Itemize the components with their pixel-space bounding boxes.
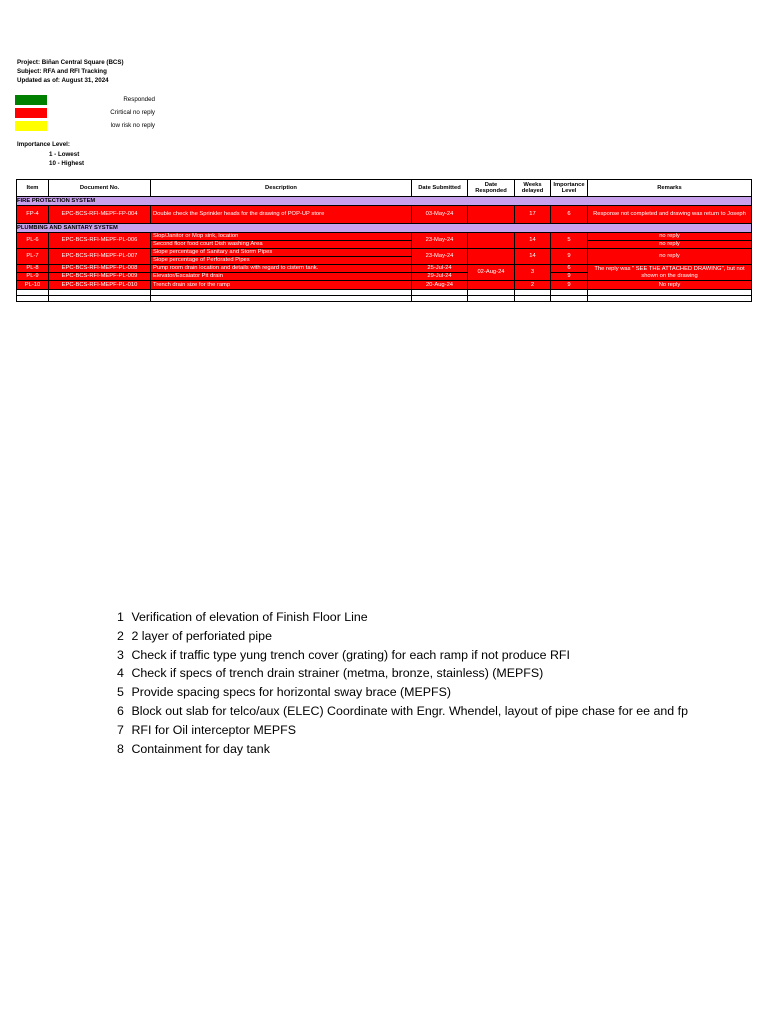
cell-doc: EPC-BCS-RFI-MEPF-PL-006: [49, 233, 151, 249]
note-number: 4: [117, 666, 124, 681]
note-number: 3: [117, 647, 124, 662]
empty-cell: [151, 296, 412, 302]
col-date-responded: Date Responded: [468, 180, 515, 197]
cell-weeks: 3: [515, 265, 551, 281]
notes-list: [117, 608, 688, 758]
legend-responded: [15, 94, 155, 107]
note-number: 5: [117, 685, 124, 700]
importance-highest: 10 - Highest: [49, 160, 85, 167]
list-item: [117, 627, 688, 646]
note-text: RFI for Oil interceptor MEPFS: [131, 722, 297, 737]
status-legend: [15, 94, 155, 133]
section-label: PLUMBING AND SANITARY SYSTEM: [17, 224, 752, 233]
legend-swatch-yellow: [15, 121, 47, 131]
cell-responded: [468, 233, 515, 249]
cell-weeks: 14: [515, 233, 551, 249]
section-row-plumbing: [17, 224, 752, 233]
table-row: [17, 281, 752, 290]
cell-doc: EPC-BCS-RFI-MEPF-PL-007: [49, 249, 151, 265]
cell-importance: 9: [551, 273, 588, 281]
cell-remarks: no reply: [588, 233, 752, 241]
cell-item: PL-8: [17, 265, 49, 273]
note-text: Check if specs of trench drain strainer (metma, bronze, stainless) (MEPFS): [131, 666, 544, 681]
legend-swatch-red: [15, 108, 47, 118]
cell-responded: [468, 281, 515, 290]
cell-doc: EPC-BCS-RFI-MEPF-PL-008: [49, 265, 151, 273]
list-item: [117, 683, 688, 702]
col-remarks: Remarks: [588, 180, 752, 197]
col-weeks-delayed: Weeks delayed: [515, 180, 551, 197]
importance-lowest: 1 - Lowest: [49, 150, 80, 158]
cell-remarks: no reply: [588, 249, 752, 265]
importance-title: Importance Level:: [17, 141, 70, 148]
importance-key: [17, 140, 84, 169]
cell-weeks: 14: [515, 249, 551, 265]
cell-item: PL-6: [17, 233, 49, 249]
section-row-fire: [17, 197, 752, 206]
note-text: Check if traffic type yung trench cover (grating) for each ramp if not produce RFI: [131, 647, 570, 662]
empty-cell: [588, 296, 752, 302]
table-row: [17, 233, 752, 241]
col-document-no: Document No.: [49, 180, 151, 197]
cell-desc: Trench drain size for the ramp: [151, 281, 412, 290]
cell-submitted: 23-May-24: [412, 249, 468, 265]
list-item: [117, 646, 688, 665]
table-row: [17, 249, 752, 257]
cell-desc: Slope percentage of Perforated Pipes: [151, 257, 412, 265]
note-text: Block out slab for telco/aux (ELEC) Coordinate with Engr. Whendel, layout of pipe chase for ee and fp: [131, 703, 688, 718]
cell-importance: 5: [551, 233, 588, 249]
note-number: 7: [117, 722, 124, 737]
list-item: [117, 740, 688, 759]
cell-submitted: 25-Jul-24: [412, 265, 468, 273]
cell-desc: Second floor food court Dish washing Area: [151, 241, 412, 249]
legend-swatch-green: [15, 95, 47, 105]
cell-weeks: 17: [515, 206, 551, 224]
cell-desc: Slop/Janitor or Mop sink, location: [151, 233, 412, 241]
table-row: [17, 206, 752, 224]
cell-doc: EPC-BCS-RFI-MEPF-FP-004: [49, 206, 151, 224]
updated-date: Updated as of: August 31, 2024: [17, 77, 109, 84]
empty-row: [17, 296, 752, 302]
legend-label: Crirtical no reply: [110, 109, 155, 116]
empty-cell: [49, 296, 151, 302]
legend-low-risk: [15, 120, 155, 133]
list-item: [117, 721, 688, 740]
cell-desc: Elevator/Escalator Pit drain: [151, 273, 412, 281]
cell-item: PL-7: [17, 249, 49, 265]
cell-responded: [468, 206, 515, 224]
empty-cell: [412, 296, 468, 302]
cell-remarks: The reply was " SEE THE ATTACHED DRAWING", but not shown on the drawing: [588, 265, 752, 281]
list-item: [117, 608, 688, 627]
cell-doc: EPC-BCS-RFI-MEPF-PL-010: [49, 281, 151, 290]
empty-cell: [551, 296, 588, 302]
note-text: Containment for day tank: [131, 741, 270, 756]
cell-item: PL-10: [17, 281, 49, 290]
legend-critical: [15, 107, 155, 120]
cell-submitted: 20-Aug-24: [412, 281, 468, 290]
cell-weeks: 2: [515, 281, 551, 290]
cell-item: FP-4: [17, 206, 49, 224]
cell-importance: 9: [551, 249, 588, 265]
cell-doc: EPC-BCS-RFI-MEPF-PL-009: [49, 273, 151, 281]
note-text: Verification of elevation of Finish Floor Line: [131, 610, 368, 624]
project-title: Project: Biñan Central Square (BCS): [17, 59, 124, 66]
col-importance-level: Importance Level: [551, 180, 588, 197]
cell-remarks: Response not completed and drawing was return to Joseph: [588, 206, 752, 224]
col-date-submitted: Date Submitted: [412, 180, 468, 197]
cell-remarks: no reply: [588, 241, 752, 249]
note-text: 2 layer of perforiated pipe: [131, 628, 272, 643]
cell-item: PL-9: [17, 273, 49, 281]
cell-desc: Pump room drain location and details with regard to cistern tank.: [151, 265, 412, 273]
cell-desc: Slope percentage of Sanitary and Storm Pipes: [151, 249, 412, 257]
col-description: Description: [151, 180, 412, 197]
report-header: [17, 58, 124, 85]
rfi-tracking-table: [16, 179, 752, 302]
legend-label: low risk no reply: [110, 122, 155, 129]
section-label: FIRE PROTECTION SYSTEM: [17, 197, 752, 206]
table-header-row: [17, 180, 752, 197]
note-number: 6: [117, 703, 124, 718]
cell-importance: 6: [551, 206, 588, 224]
note-number: 1: [117, 610, 124, 624]
cell-submitted: 03-May-24: [412, 206, 468, 224]
note-text: Provide spacing specs for horizontal sway brace (MEPFS): [131, 685, 451, 700]
cell-importance: 6: [551, 265, 588, 273]
note-number: 2: [117, 628, 124, 643]
cell-responded: 02-Aug-24: [468, 265, 515, 281]
list-item: [117, 664, 688, 683]
legend-label: Responded: [123, 96, 155, 103]
empty-cell: [17, 296, 49, 302]
cell-importance: 9: [551, 281, 588, 290]
empty-cell: [468, 296, 515, 302]
note-number: 8: [117, 741, 124, 756]
cell-desc: Double check the Sprinkler heads for the drawing of POP-UP store: [151, 206, 412, 224]
list-item: [117, 702, 688, 721]
subject-line: Subject: RFA and RFI Tracking: [17, 68, 107, 75]
cell-submitted: 29-Jul-24: [412, 273, 468, 281]
cell-responded: [468, 249, 515, 265]
table-row: [17, 265, 752, 273]
cell-submitted: 23-May-24: [412, 233, 468, 249]
col-item: Item: [17, 180, 49, 197]
empty-cell: [515, 296, 551, 302]
cell-remarks: No reply: [588, 281, 752, 290]
